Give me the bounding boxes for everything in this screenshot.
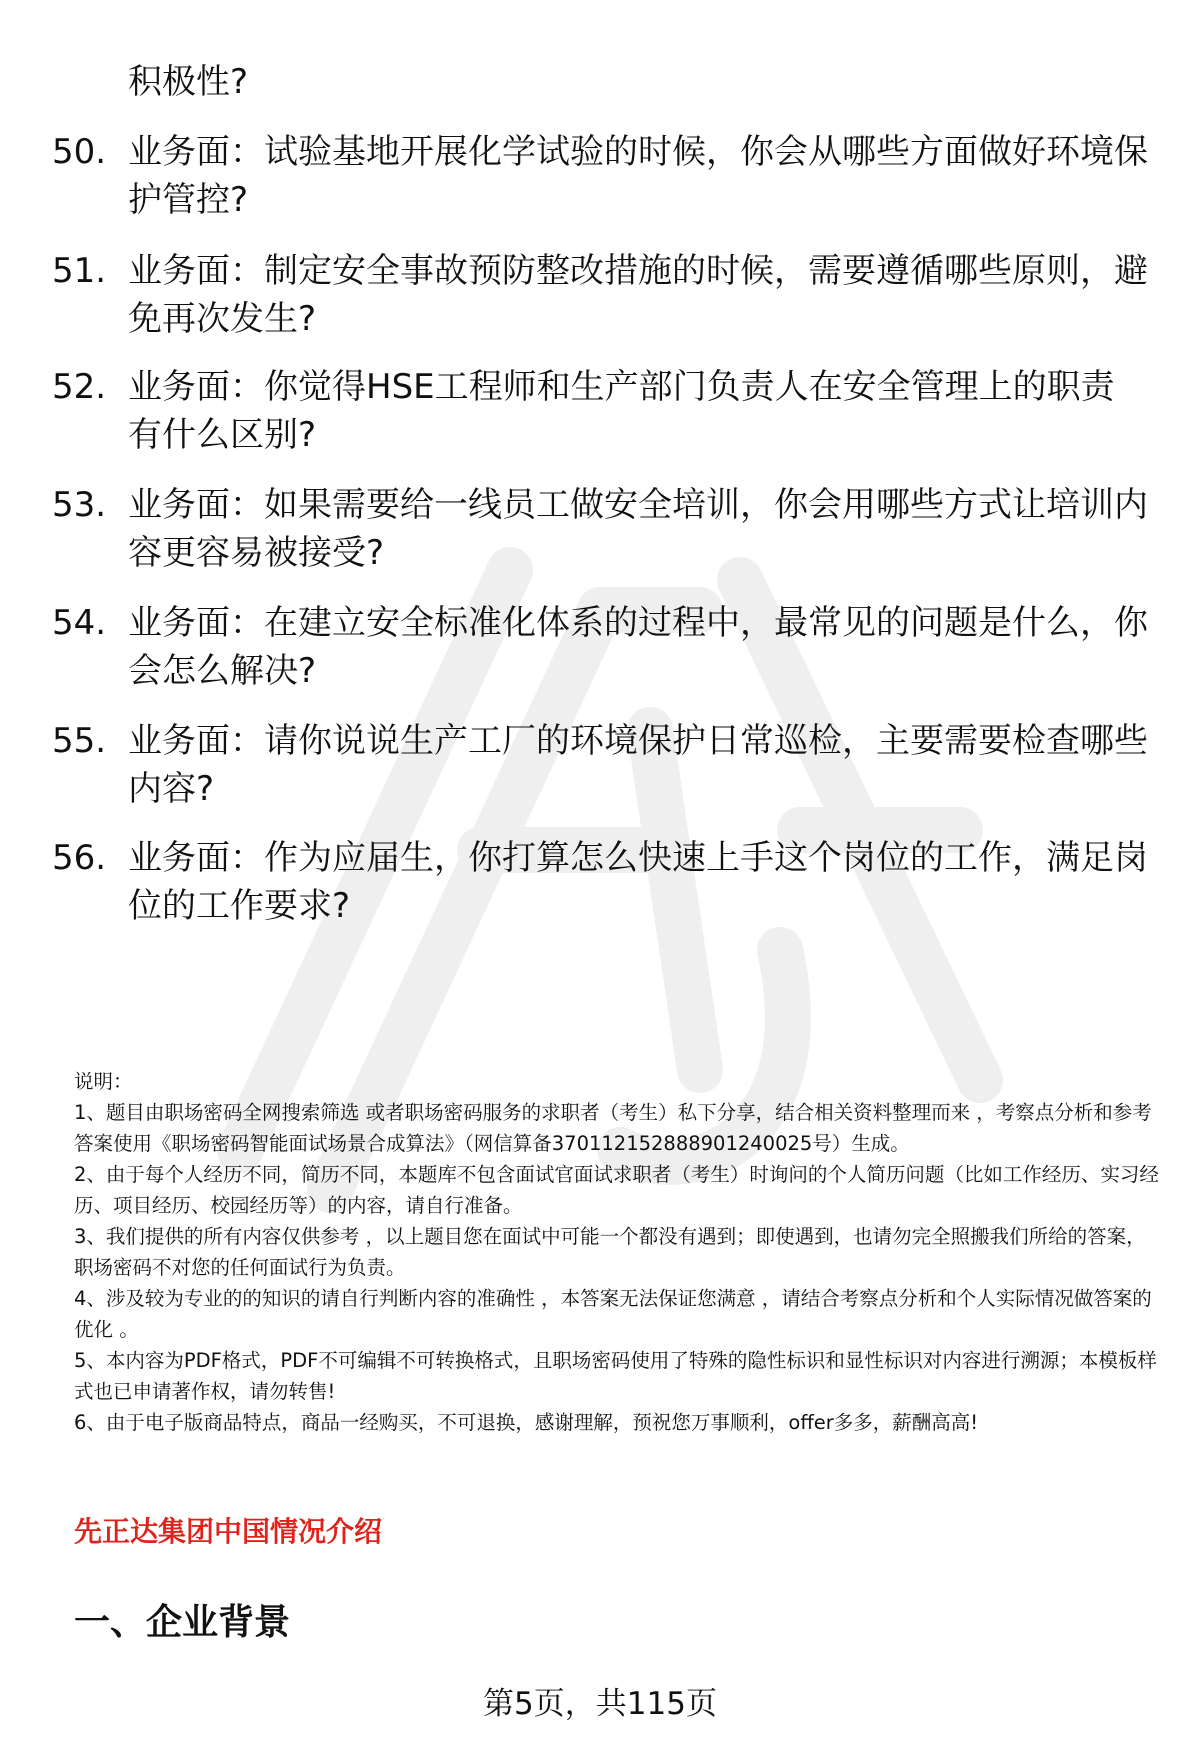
page-number-footer: 第5页，共115页 xyxy=(483,1686,717,1722)
note-item: 6、由于电子版商品特点，商品一经购买，不可退换，感谢理解，预祝您万事顺利，offer多多，薪酬高高! xyxy=(74,1411,979,1434)
company-intro-heading: 先正达集团中国情况介绍 xyxy=(74,1515,383,1548)
question-text: 业务面：试验基地开展化学试验的时候，你会从哪些方面做好环境保护管控? xyxy=(128,132,1148,220)
question-number: 52. xyxy=(52,367,107,407)
note-item: 4、涉及较为专业的的知识的请自行判断内容的准确性 ，本答案无法保证您满意 ，请结合考察点分析和个人实际情况做答案的优化 。 xyxy=(74,1287,1152,1341)
question-text: 业务面：在建立安全标准化体系的过程中，最常见的问题是什么，你会怎么解决? xyxy=(128,603,1148,691)
question-continuation: 积极性? xyxy=(128,62,249,102)
question-item xyxy=(52,128,1152,224)
question-number: 55. xyxy=(52,721,107,761)
question-item xyxy=(52,599,1152,695)
question-text: 业务面：制定安全事故预防整改措施的时候，需要遵循哪些原则，避免再次发生? xyxy=(128,251,1148,339)
question-item xyxy=(52,247,1152,343)
question-item xyxy=(52,363,1152,459)
question-number: 56. xyxy=(52,838,107,878)
question-text: 业务面：你觉得HSE工程师和生产部门负责人在安全管理上的职责有什么区别? xyxy=(128,367,1115,455)
notes-title: 说明： xyxy=(74,1070,133,1093)
question-text: 业务面：请你说说生产工厂的环境保护日常巡检，主要需要检查哪些内容? xyxy=(128,721,1148,809)
question-item xyxy=(52,481,1152,577)
section-heading: 一、企业背景 xyxy=(74,1602,291,1643)
note-item: 5、本内容为PDF格式，PDF不可编辑不可转换格式，且职场密码使用了特殊的隐性标识和显性标识对内容进行溯源；本模板样式也已申请著作权，请勿转售! xyxy=(74,1349,1157,1403)
question-item xyxy=(52,834,1152,930)
notes-section xyxy=(74,1066,1164,1438)
question-number: 53. xyxy=(52,485,107,525)
question-number: 50. xyxy=(52,132,107,172)
question-item xyxy=(52,717,1152,813)
question-text: 业务面：作为应届生，你打算怎么快速上手这个岗位的工作，满足岗位的工作要求? xyxy=(128,838,1148,926)
note-item: 2、由于每个人经历不同，简历不同，本题库不包含面试官面试求职者（考生）时询问的个人简历问题（比如工作经历、实习经历、项目经历、校园经历等）的内容，请自行准备。 xyxy=(74,1163,1159,1217)
question-text: 业务面：如果需要给一线员工做安全培训，你会用哪些方式让培训内容更容易被接受? xyxy=(128,485,1148,573)
note-item: 3、我们提供的所有内容仅供参考 ，以上题目您在面试中可能一个都没有遇到；即使遇到，也请勿完全照搬我们所给的答案，职场密码不对您的任何面试行为负责。 xyxy=(74,1225,1146,1279)
question-number: 54. xyxy=(52,603,107,643)
question-number: 51. xyxy=(52,251,107,291)
note-item: 1、题目由职场密码全网搜索筛选 或者职场密码服务的求职者（考生）私下分享，结合相关资料整理而来 ，考察点分析和参考答案使用《职场密码智能面试场景合成算法》（网信算备370112152888901240025号）生成。 xyxy=(74,1101,1152,1155)
